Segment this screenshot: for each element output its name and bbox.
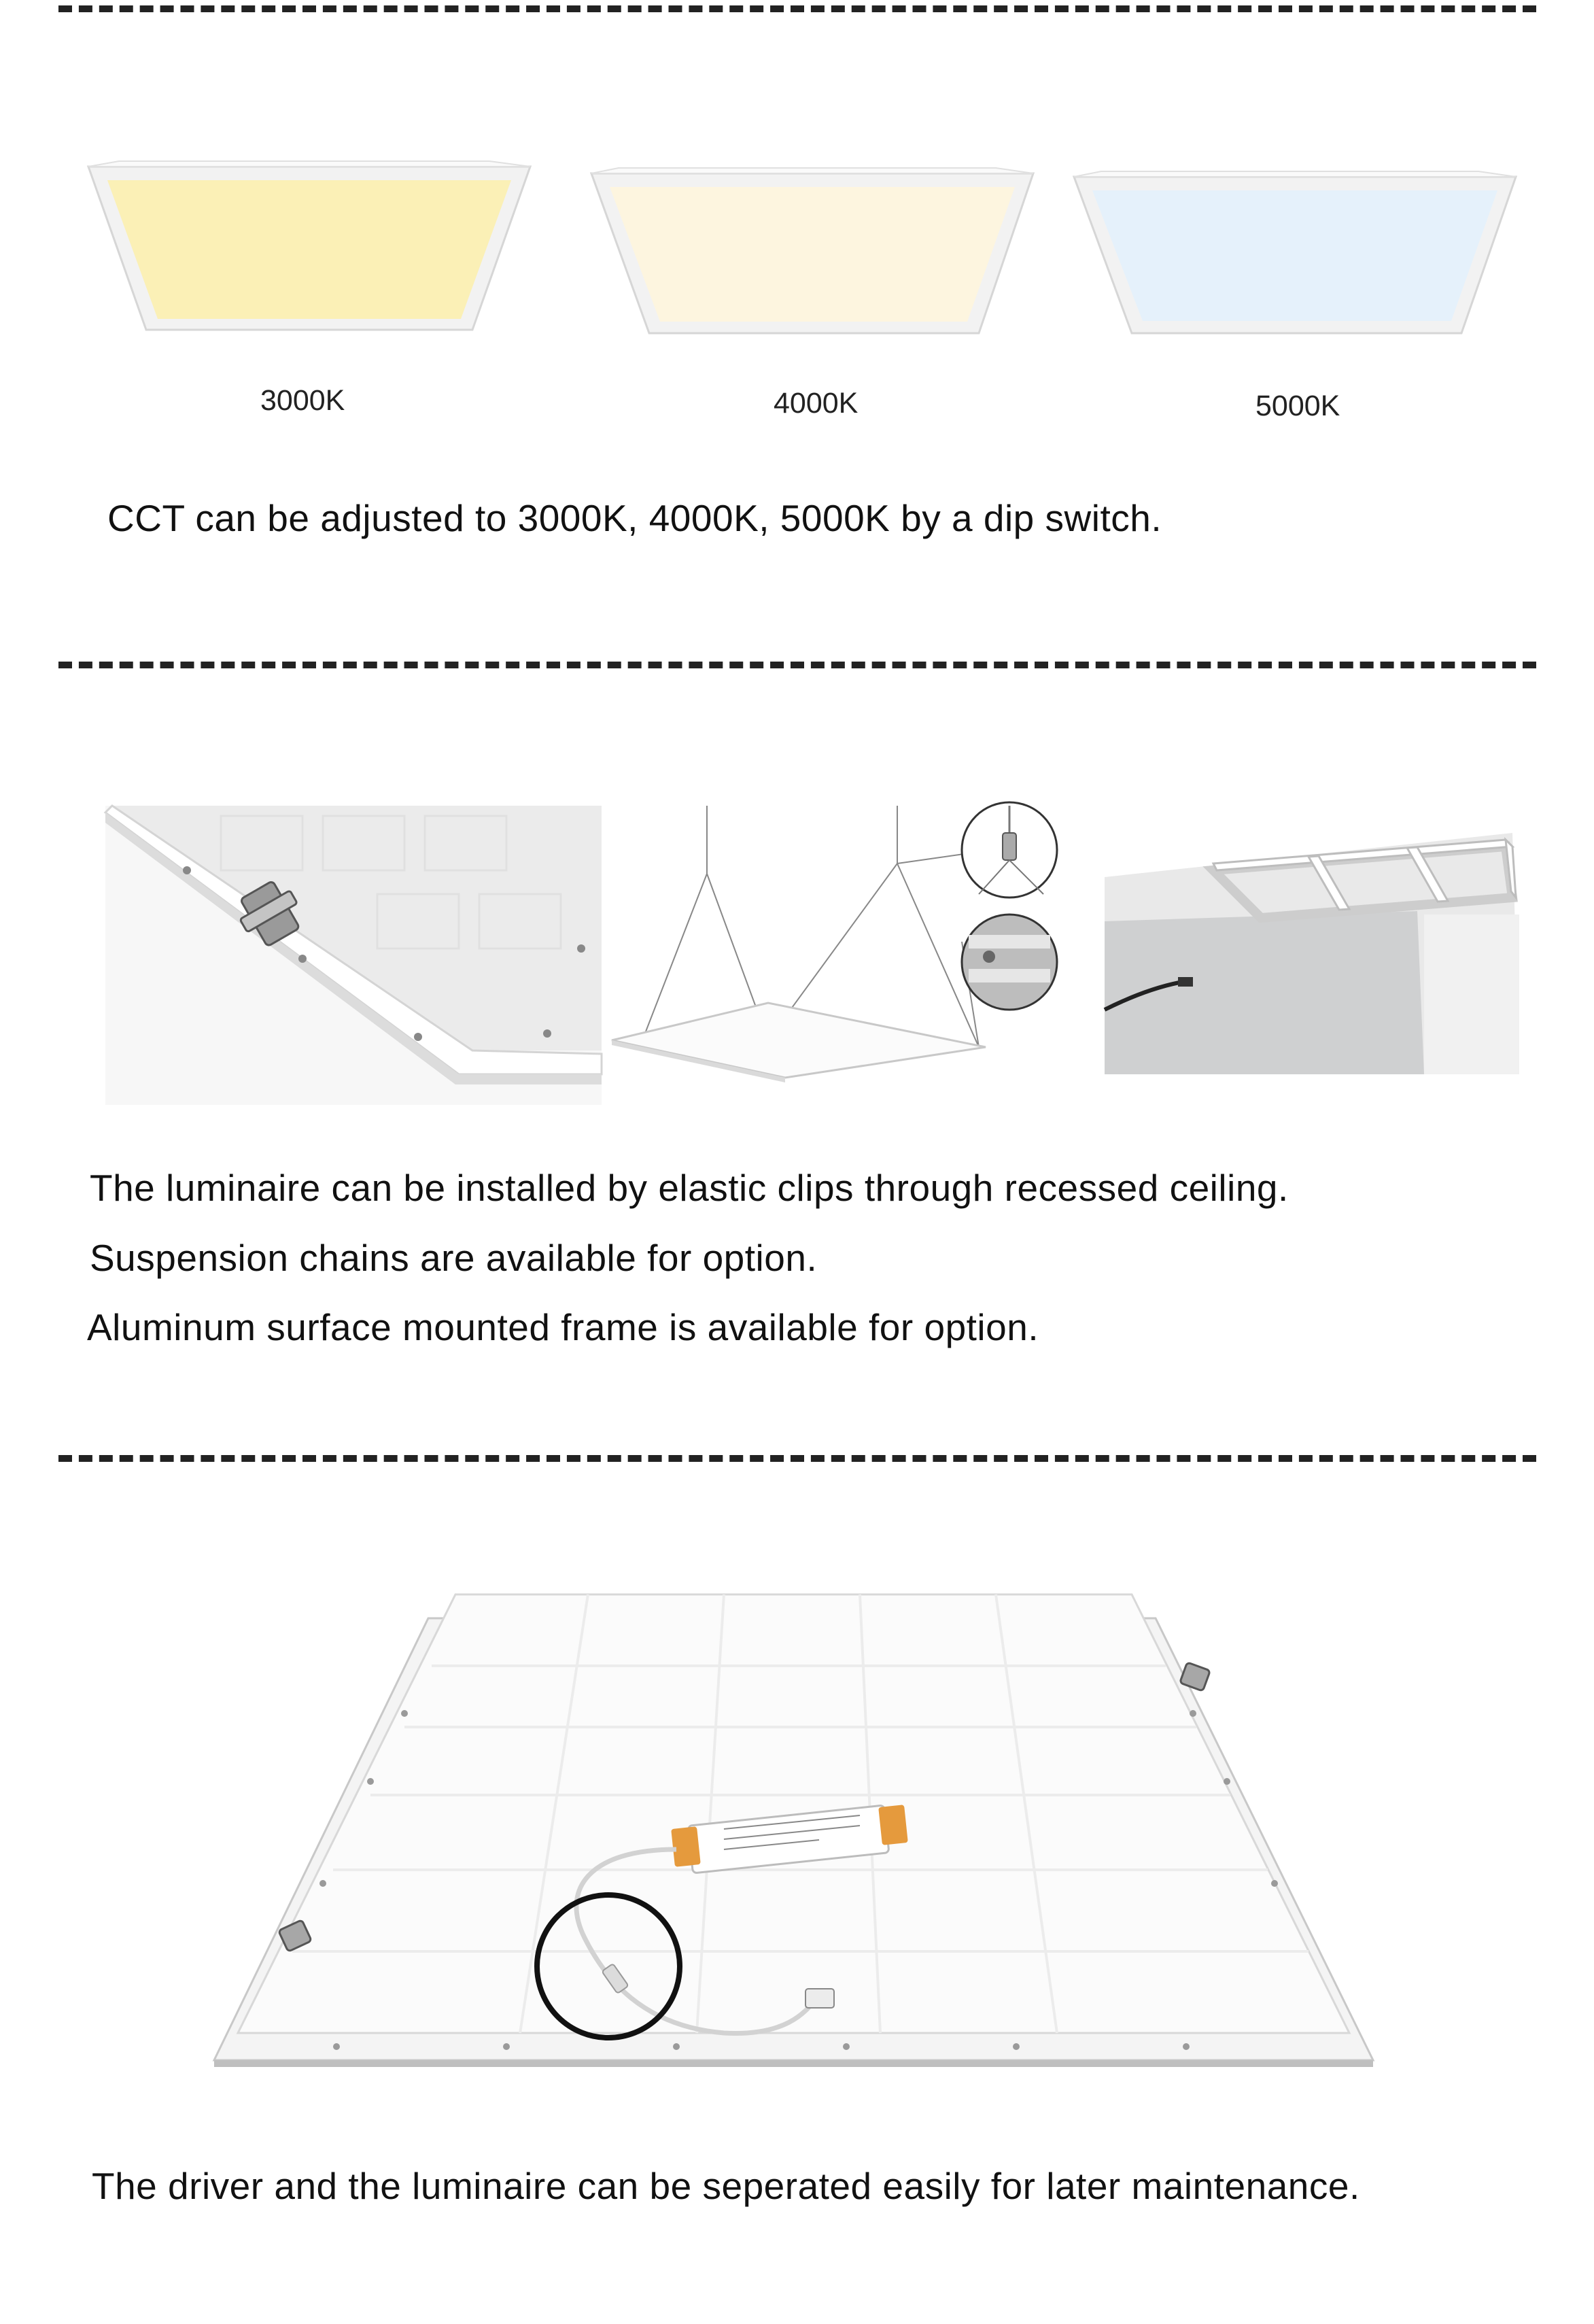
panel-3000k-image (82, 153, 544, 337)
installation-line-2: Suspension chains are available for option. (90, 1237, 818, 1279)
bottom-divider (58, 1455, 1536, 1462)
panel-5000k-label: 5000K (1255, 390, 1340, 422)
suspension-image (608, 806, 1071, 1084)
installation-line-3: Aluminum surface mounted frame is available for option. (87, 1306, 1039, 1348)
top-divider (58, 5, 1536, 12)
clip-corner-image (105, 806, 602, 1105)
installation-line-1: The luminaire can be installed by elastic clips through recessed ceiling. (90, 1167, 1289, 1209)
panel-3000k-label: 3000K (260, 384, 345, 417)
maintenance-description: The driver and the luminaire can be seperated easily for later maintenance. (92, 2165, 1360, 2207)
panel-5000k-light (1092, 190, 1497, 321)
panel-4000k-image (588, 160, 1040, 340)
panel-4000k-label: 4000K (774, 387, 859, 420)
surface-frame-image (1105, 833, 1519, 1074)
middle-divider (58, 662, 1536, 668)
panel-back-driver-image (207, 1591, 1376, 2067)
cct-description: CCT can be adjusted to 3000K, 4000K, 5000K by a dip switch. (107, 497, 1162, 539)
panel-3000k-light (107, 180, 511, 319)
panel-4000k-light (610, 187, 1015, 322)
panel-5000k-image (1071, 163, 1523, 337)
suspension-detail-bottom-icon (962, 915, 1057, 1010)
